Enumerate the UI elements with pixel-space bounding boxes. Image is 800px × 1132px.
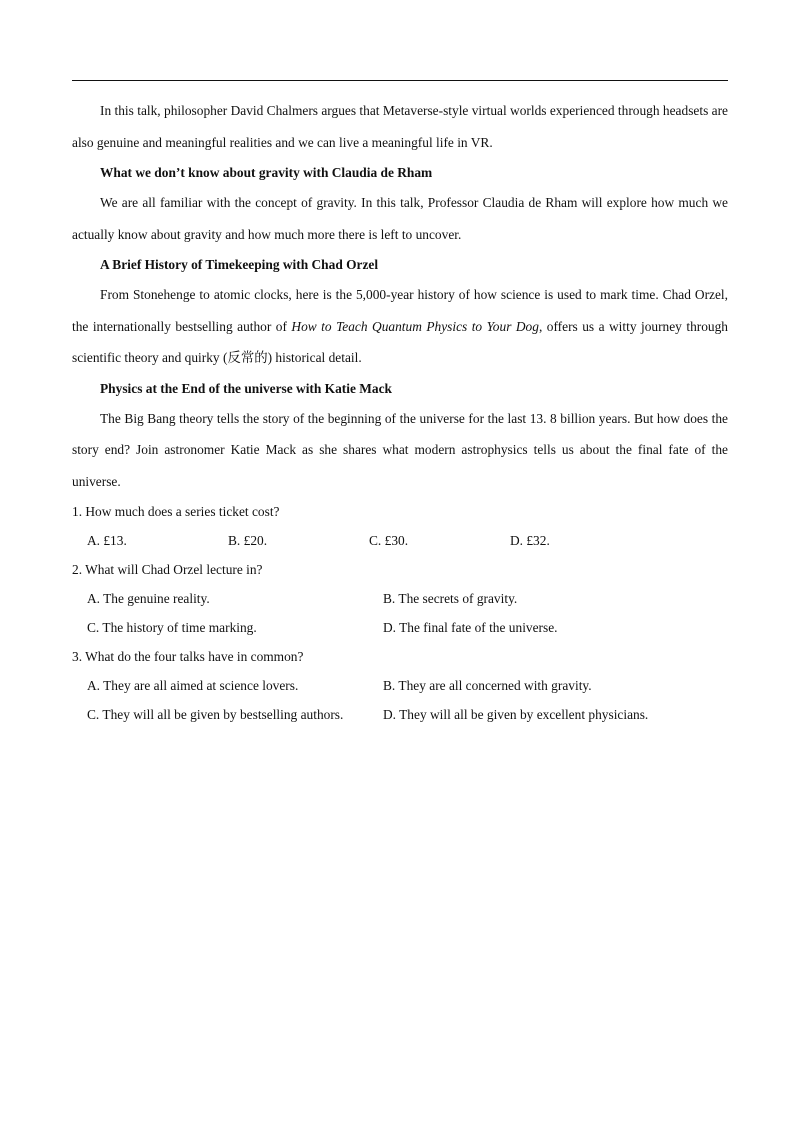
question-1-stem: 1. How much does a series ticket cost? <box>72 504 280 519</box>
question-2-options-row-1 <box>72 584 728 613</box>
q2-option-d: D. The final fate of the universe. <box>383 620 558 635</box>
mack-paragraph: The Big Bang theory tells the story of the beginning of the universe for the last 13. 8 billion years. But how does the story end? Join astronomer Katie Mack as she shares what modern astrophysics tells us about the final fate of the universe. <box>72 410 728 489</box>
q2-option-b: B. The secrets of gravity. <box>383 591 518 606</box>
q2-option-a: A. The genuine reality. <box>87 591 210 606</box>
orzel-book-title: How to Teach Quantum Physics to Your Dog <box>291 318 539 334</box>
q3-option-a: A. They are all aimed at science lovers. <box>87 678 299 693</box>
q1-option-a: A. £13. <box>87 533 127 548</box>
question-2-stem: 2. What will Chad Orzel lecture in? <box>72 562 263 577</box>
q1-option-c: C. £30. <box>369 533 409 548</box>
q3-option-b: B. They are all concerned with gravity. <box>383 678 592 693</box>
page-content <box>72 95 728 729</box>
question-2-options-row-2 <box>72 613 728 642</box>
q3-option-d: D. They will all be given by excellent physicians. <box>383 707 649 722</box>
question-3-options-row-1 <box>72 671 728 700</box>
mack-heading: Physics at the End of the universe with Katie Mack <box>100 380 392 396</box>
q1-option-d: D. £32. <box>510 533 550 548</box>
q2-option-c: C. The history of time marking. <box>87 620 257 635</box>
question-3-stem: 3. What do the four talks have in common? <box>72 649 304 664</box>
orzel-heading: A Brief History of Timekeeping with Chad Orzel <box>100 257 379 272</box>
orzel-text-1: From Stonehenge to atomic clocks, here is the 5,000-year history of how science is used to mark time. Chad Orzel, the internationally bestselling author of <box>72 287 728 334</box>
orzel-text-2: , offers us a witty journey through scientific theory and quirky (反常的) historical detail. <box>72 318 729 365</box>
header-rule <box>72 80 728 81</box>
q1-option-b: B. £20. <box>228 533 268 548</box>
q3-option-c: C. They will all be given by bestselling authors. <box>87 707 344 722</box>
chalmers-paragraph: In this talk, philosopher David Chalmers argues that Metaverse-style virtual worlds experienced through headsets are also genuine and meaningful realities and we can live a meaningful life in VR. <box>72 103 728 150</box>
question-1-options <box>72 526 728 555</box>
rham-heading: What we don’t know about gravity with Claudia de Rham <box>100 165 433 180</box>
question-3-options-row-2 <box>72 700 728 729</box>
rham-paragraph: We are all familiar with the concept of gravity. In this talk, Professor Claudia de Rham will explore how much we actually know about gravity and how much more there is left to uncover. <box>72 195 728 242</box>
orzel-paragraph <box>72 279 728 374</box>
